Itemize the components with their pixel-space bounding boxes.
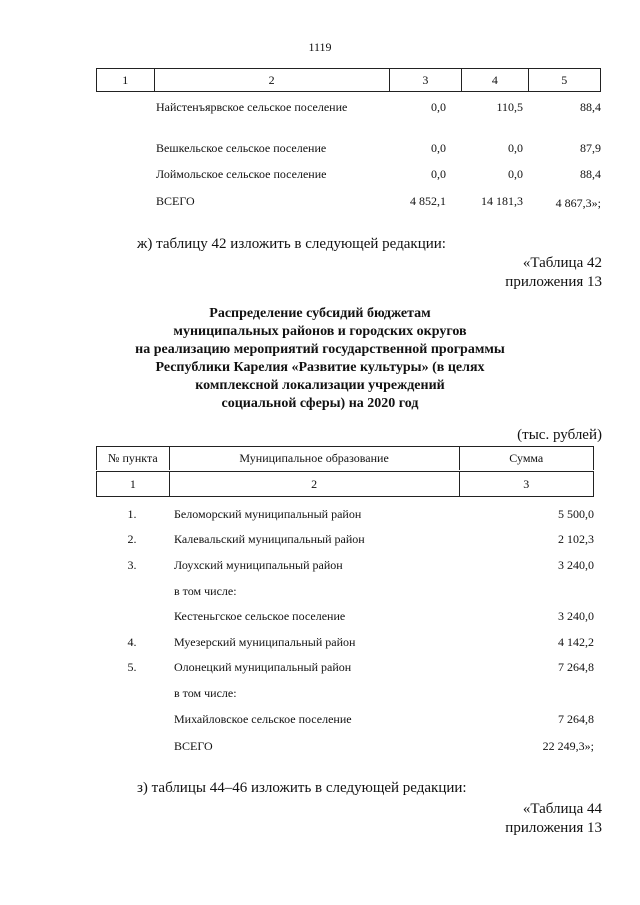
page-number: 1119 — [308, 40, 332, 54]
table1-cell-c5: 4 867,3»; — [555, 196, 601, 210]
table1-cell-c3: 0,0 — [431, 141, 446, 155]
table2-subheader-cell: 3 — [523, 477, 530, 491]
table1-cell-c5: 88,4 — [580, 100, 601, 114]
title-line: социальной сферы) на 2020 год — [221, 396, 419, 411]
table2-cell-sum: 7 264,8 — [558, 712, 594, 726]
table2-row — [96, 712, 594, 728]
paragraph-zh: ж) таблицу 42 изложить в следующей редакции: — [137, 236, 446, 252]
table1-cell-name: ВСЕГО — [156, 194, 195, 208]
table1-cell-c4: 110,5 — [496, 100, 523, 114]
table2-subheader-cell: 2 — [170, 472, 460, 496]
table2-cell-name: Лоухский муниципальный район — [174, 558, 343, 572]
table2-cell-num: 2. — [127, 532, 137, 546]
table1-cell-c5: 87,9 — [580, 141, 601, 155]
table2-row — [96, 686, 594, 702]
table2-header-sum: Сумма — [509, 451, 544, 465]
table1-cell-c5: 88,4 — [580, 167, 601, 181]
table1-header-cell: 3 — [390, 69, 462, 91]
table2-header-row — [96, 446, 594, 470]
table2-cell-sum: 3 240,0 — [558, 558, 594, 572]
table2-cell-name: Муезерский муниципальный район — [174, 635, 356, 649]
table2-cell-sum: 7 264,8 — [558, 660, 594, 674]
title-line: на реализацию мероприятий государственной программы — [135, 342, 505, 357]
table2-cell-sum: 5 500,0 — [558, 507, 594, 521]
title-line: муниципальных районов и городских округов — [173, 324, 467, 339]
table1-cell-name: Лоймольское сельское поселение — [156, 167, 327, 181]
table2-row — [96, 635, 594, 651]
table2-cell-num: 3. — [127, 558, 137, 572]
table2-cell-sum: 4 142,2 — [558, 635, 594, 649]
table1-header-cell: 2 — [155, 69, 390, 91]
table1-cell-c3: 0,0 — [431, 167, 446, 181]
table2-cell-name: Кестеньгское сельское поселение — [174, 609, 346, 623]
table2-cell-num: 4. — [127, 635, 137, 649]
table2-cell-name: Беломорский муниципальный район — [174, 507, 362, 521]
table2-cell-name: Олонецкий муниципальный район — [174, 660, 352, 674]
table2-cell-name: в том числе: — [174, 584, 237, 598]
table2-row — [96, 660, 594, 676]
table1-header-row — [96, 68, 601, 92]
table2-cell-name: в том числе: — [174, 686, 237, 700]
table1-header-cell: 4 — [462, 69, 528, 91]
table2-cell-sum: 2 102,3 — [558, 532, 594, 546]
table2-row — [96, 532, 594, 548]
table42-reference — [505, 254, 602, 292]
table1-cell-c4: 0,0 — [508, 167, 523, 181]
table2-cell-name: Калевальский муниципальный район — [174, 532, 365, 546]
page-title — [0, 305, 640, 413]
table2-cell-name: ВСЕГО — [174, 739, 213, 753]
table2-cell-num: 5. — [127, 660, 137, 674]
table1-cell-c4: 0,0 — [508, 141, 523, 155]
table2-cell-sum: 3 240,0 — [558, 609, 594, 623]
table1-cell-c4: 14 181,3 — [481, 194, 523, 208]
table2-cell-name: Михайловское сельское поселение — [174, 712, 352, 726]
table2-header-name: Муниципальное образование — [170, 447, 460, 470]
table1-cell-name: Вешкельское сельское поселение — [156, 141, 327, 155]
table2-row-total — [96, 739, 594, 755]
title-line: комплексной локализации учреждений — [195, 378, 445, 393]
paragraph-z: з) таблицы 44–46 изложить в следующей редакции: — [137, 780, 467, 796]
table1-header-cell: 1 — [97, 69, 155, 91]
table42-ref-line2: приложения 13 — [505, 274, 602, 290]
table2-row — [96, 507, 594, 523]
table1-header-cell: 5 — [561, 73, 568, 87]
units-label: (тыс. рублей) — [517, 427, 602, 443]
table2-row — [96, 584, 594, 600]
table2-row — [96, 558, 594, 574]
table42-ref-line1: «Таблица 42 — [522, 255, 602, 271]
title-line: Республики Карелия «Развитие культуры» (в целях — [155, 360, 485, 375]
table2-subheader-row — [96, 471, 594, 497]
table44-ref-line2: приложения 13 — [505, 820, 602, 836]
table2-header-num: № пункта — [97, 447, 170, 470]
table2-row — [96, 609, 594, 625]
table1-cell-c3: 0,0 — [431, 100, 446, 114]
table1-cell-c3: 4 852,1 — [410, 194, 446, 208]
table2-subheader-cell: 1 — [97, 472, 170, 496]
table44-reference — [505, 800, 602, 838]
title-line: Распределение субсидий бюджетам — [209, 306, 431, 321]
table1-cell-name: Найстенъярвское сельское поселение — [156, 100, 348, 114]
table2-cell-sum: 22 249,3»; — [542, 739, 594, 753]
table44-ref-line1: «Таблица 44 — [522, 801, 602, 817]
table2-cell-num: 1. — [127, 507, 137, 521]
